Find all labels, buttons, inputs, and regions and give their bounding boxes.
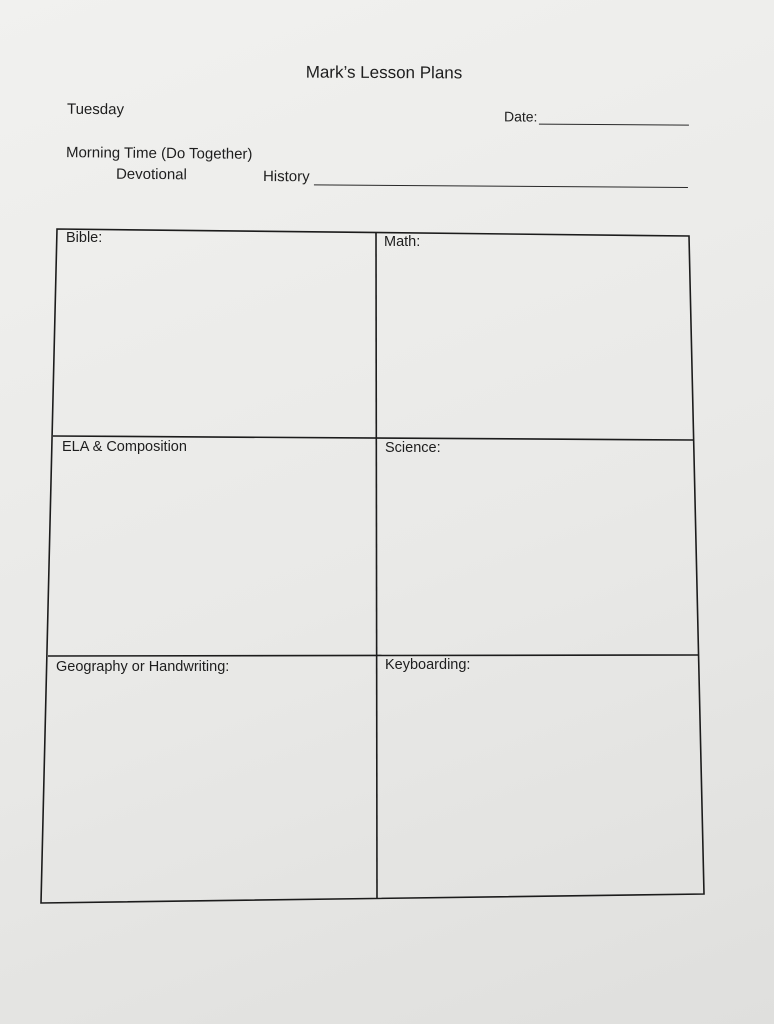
cell-label-keyboarding: Keyboarding: — [385, 657, 471, 673]
date-label: Date: — [503, 108, 538, 125]
grid-row-divider-2 — [48, 655, 698, 656]
cell-label-math: Math: — [384, 234, 421, 250]
cell-label-ela-composition: ELA & Composition — [62, 439, 187, 455]
grid-outer-border — [41, 229, 704, 903]
day-label: Tuesday — [66, 100, 125, 119]
page-title: Mark’s Lesson Plans — [305, 62, 463, 83]
grid-vertical-divider — [376, 233, 377, 898]
cell-label-geography-handwriting: Geography or Handwriting: — [56, 659, 230, 675]
cell-label-bible: Bible: — [66, 230, 103, 246]
history-label: History — [262, 168, 310, 186]
cell-label-science: Science: — [385, 440, 441, 456]
devotional-label: Devotional — [115, 165, 187, 184]
morning-time-heading: Morning Time (Do Together) — [65, 144, 253, 163]
